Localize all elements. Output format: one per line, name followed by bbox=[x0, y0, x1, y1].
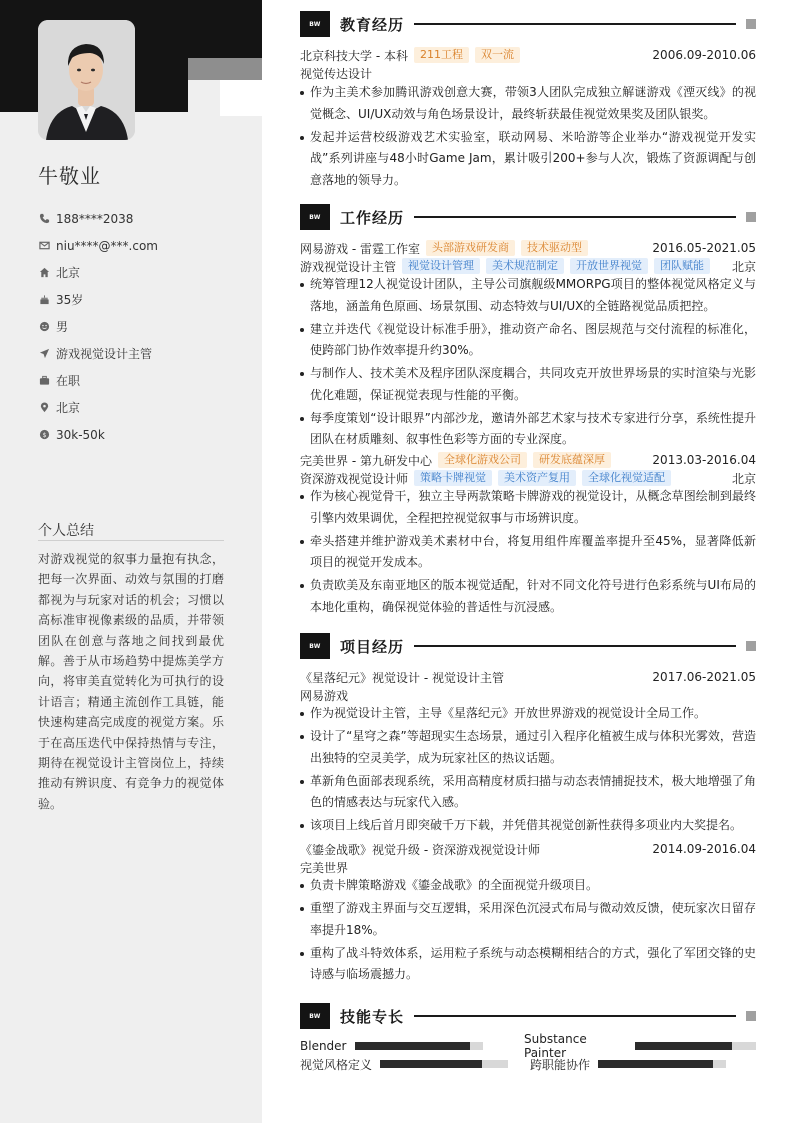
education-school: 北京科技大学 - 本科 bbox=[300, 48, 408, 63]
job-company-tag: 全球化游戏公司 bbox=[438, 452, 527, 468]
project-row bbox=[300, 668, 756, 686]
info-status-text: 在职 bbox=[56, 374, 81, 388]
send-icon bbox=[38, 348, 50, 360]
smile-icon bbox=[38, 321, 50, 333]
skill-bar-fill bbox=[380, 1060, 482, 1068]
skill-name: 跨职能协作 bbox=[530, 1057, 591, 1072]
section-rule bbox=[414, 216, 736, 218]
info-phone bbox=[38, 205, 238, 232]
project-date: 2014.09-2016.04 bbox=[652, 842, 756, 856]
job-company-tag: 技术驱动型 bbox=[521, 240, 588, 256]
list-item: 每季度策划“设计眼界”内部沙龙，邀请外部艺术家与技术专家进行分享，系统性提升团队在材质雕刻、叙事性色彩等方面的专业深度。 bbox=[300, 408, 756, 451]
list-item: 发起并运营校级游戏艺术实验室，联动网易、米哈游等企业举办“游戏视觉开发实战”系列讲座与48小时Game Jam，累计吸引200+参与人次，锻炼了资源调配与创意落地的领导力。 bbox=[300, 127, 756, 192]
job-bullets bbox=[300, 274, 756, 452]
section-badge: BW bbox=[300, 1003, 330, 1029]
section-square bbox=[746, 212, 756, 222]
skill-bar bbox=[380, 1060, 508, 1068]
project-bullets bbox=[300, 703, 756, 838]
skill-name: 视觉风格定义 bbox=[300, 1057, 373, 1072]
section-rule bbox=[414, 645, 736, 647]
info-age-text: 35岁 bbox=[56, 293, 84, 307]
list-item: 统筹管理12人视觉设计团队，主导公司旗舰级MMORPG项目的整体视觉风格定义与落地，涵盖角色原画、场景氛围、动态特效与UI/UX的全链路视觉品质把控。 bbox=[300, 274, 756, 317]
info-email-text: niu****@***.com bbox=[56, 238, 158, 253]
skill-name: Substance Painter bbox=[524, 1032, 587, 1060]
job-row bbox=[300, 451, 756, 469]
home-icon bbox=[38, 267, 50, 279]
section-badge: BW bbox=[300, 633, 330, 659]
skill-bar bbox=[635, 1042, 756, 1050]
info-gender-text: 男 bbox=[56, 320, 69, 334]
info-home bbox=[38, 259, 238, 286]
section-square bbox=[746, 1011, 756, 1021]
education-major: 视觉传达设计 bbox=[300, 67, 373, 81]
section-badge: BW bbox=[300, 204, 330, 230]
job-role-tag: 团队赋能 bbox=[654, 258, 710, 274]
job-bullets bbox=[300, 486, 756, 620]
section-header-projects bbox=[300, 633, 756, 659]
sidebar bbox=[0, 0, 262, 1123]
education-bullets bbox=[300, 82, 756, 193]
list-item: 作为核心视觉骨干，独立主导两款策略卡牌游戏的视觉设计，从概念草图绘制到最终引擎内效果调优，全程把控视觉叙事与市场辨识度。 bbox=[300, 486, 756, 529]
section-square bbox=[746, 19, 756, 29]
skill-item bbox=[300, 1038, 483, 1054]
project-bullets bbox=[300, 875, 756, 987]
list-item: 该项目上线后首月即突破千万下载，并凭借其视觉创新性获得多项业内大奖提名。 bbox=[300, 815, 756, 837]
job-company: 网易游戏 - 雷霆工作室 bbox=[300, 241, 420, 256]
skill-name: Blender bbox=[300, 1039, 347, 1053]
info-status bbox=[38, 367, 238, 394]
location-pin-icon bbox=[38, 402, 50, 414]
section-title-skills: 技能专长 bbox=[340, 1007, 405, 1026]
project-date: 2017.06-2021.05 bbox=[652, 670, 756, 684]
avatar bbox=[38, 20, 135, 140]
skill-item bbox=[300, 1056, 508, 1072]
info-home-text: 北京 bbox=[56, 266, 81, 280]
section-rule bbox=[414, 1015, 736, 1017]
list-item: 革新角色面部表现系统，采用高精度材质扫描与动态表情捕捉技术，极大地增强了角色的情感表达与玩家代入感。 bbox=[300, 771, 756, 814]
info-location-text: 北京 bbox=[56, 401, 81, 415]
info-email bbox=[38, 232, 238, 259]
summary-title: 个人总结 bbox=[38, 523, 94, 539]
list-item: 负责卡牌策略游戏《鎏金战歌》的全面视觉升级项目。 bbox=[300, 875, 756, 897]
job-role: 游戏视觉设计主管 bbox=[300, 259, 397, 274]
job-company: 完美世界 - 第九研发中心 bbox=[300, 453, 432, 468]
info-salary bbox=[38, 421, 238, 448]
skill-bar bbox=[598, 1060, 726, 1068]
job-date: 2013.03-2016.04 bbox=[652, 453, 756, 467]
section-header-education bbox=[300, 11, 756, 37]
sidebar-accent-gray bbox=[188, 58, 262, 80]
skill-bar bbox=[355, 1042, 483, 1050]
list-item: 重构了战斗特效体系，运用粒子系统与动态模糊相结合的方式，强化了军团交锋的史诗感与临场震撼力。 bbox=[300, 943, 756, 986]
education-row bbox=[300, 46, 756, 64]
phone-icon bbox=[38, 213, 50, 225]
profile-name: 牛敬业 bbox=[38, 164, 101, 188]
info-position bbox=[38, 340, 238, 367]
job-company-tag: 研发底蕴深厚 bbox=[533, 452, 611, 468]
money-icon bbox=[38, 429, 50, 441]
job-role-tag: 策略卡牌视觉 bbox=[414, 470, 492, 486]
info-phone-text: 188****2038 bbox=[56, 211, 134, 226]
section-title-work: 工作经历 bbox=[340, 208, 405, 227]
summary-text: 对游戏视觉的叙事力量抱有执念，把每一次界面、动效与氛围的打磨都视为与玩家对话的机会；习惯以高标准审视像素级的品质，并带领团队在创意与落地之间找到最优解。善于从市场趋势中提炼美学方向，将审美直觉转化为可执行的设计语言；精通主流创作工具链，能快速构建高完成度的视觉方案。乐于在高压迭代中保持热情与专注，期待在视觉设计主管岗位上，持续推动有辨识度、有竞争力的视觉体验。 bbox=[38, 552, 224, 811]
skill-item bbox=[524, 1032, 756, 1060]
list-item: 作为视觉设计主管，主导《星落纪元》开放世界游戏的视觉设计全局工作。 bbox=[300, 703, 756, 725]
project-name: 《星落纪元》视觉设计 - 视觉设计主管 bbox=[300, 670, 504, 685]
project-name: 《鎏金战歌》视觉升级 - 资深游戏视觉设计师 bbox=[300, 842, 540, 857]
job-role-tag: 全球化视觉适配 bbox=[582, 470, 671, 486]
cake-icon bbox=[38, 294, 50, 306]
sidebar-accent-white bbox=[220, 80, 262, 116]
job-role: 资深游戏视觉设计师 bbox=[300, 471, 409, 486]
list-item: 建立并迭代《视觉设计标准手册》，推动资产命名、图层规范与交付流程的标准化，使跨部门协作效率提升约30%。 bbox=[300, 319, 756, 362]
list-item: 设计了“星穹之森”等超现实生态场景，通过引入程序化植被生成与体积光雾效，营造出独特的空灵美学，成为玩家社区的热议话题。 bbox=[300, 726, 756, 769]
project-row bbox=[300, 840, 756, 858]
info-location bbox=[38, 394, 238, 421]
job-city: 北京 bbox=[731, 259, 756, 274]
education-tag: 211工程 bbox=[414, 47, 469, 63]
education-date: 2006.09-2010.06 bbox=[652, 48, 756, 62]
info-gender bbox=[38, 313, 238, 340]
mail-icon bbox=[38, 240, 50, 252]
briefcase-icon bbox=[38, 375, 50, 387]
job-city: 北京 bbox=[731, 471, 756, 486]
list-item: 牵头搭建并维护游戏美术素材中台，将复用组件库覆盖率提升至45%，显著降低新项目的视觉开发成本。 bbox=[300, 531, 756, 574]
job-role-tag: 美术资产复用 bbox=[498, 470, 576, 486]
skill-item bbox=[530, 1056, 726, 1072]
education-tag: 双一流 bbox=[475, 47, 520, 63]
project-org: 完美世界 bbox=[300, 861, 349, 875]
job-role-row bbox=[300, 257, 756, 275]
section-header-work bbox=[300, 204, 756, 230]
job-date: 2016.05-2021.05 bbox=[652, 241, 756, 255]
section-title-projects: 项目经历 bbox=[340, 637, 405, 656]
job-role-tag: 美术规范制定 bbox=[486, 258, 564, 274]
info-salary-text: 30k-50k bbox=[56, 427, 105, 442]
list-item: 负责欧美及东南亚地区的版本视觉适配，针对不同文化符号进行色彩系统与UI布局的本地化重构，确保视觉体验的普适性与沉浸感。 bbox=[300, 575, 756, 618]
skill-bar-fill bbox=[355, 1042, 470, 1050]
section-header-skills bbox=[300, 1003, 756, 1029]
skill-bar-fill bbox=[635, 1042, 732, 1050]
info-age bbox=[38, 286, 238, 313]
section-rule bbox=[414, 23, 736, 25]
job-company-tag: 头部游戏研发商 bbox=[426, 240, 515, 256]
list-item: 与制作人、技术美术及程序团队深度耦合，共同攻克开放世界场景的实时渲染与光影优化难题，保证视觉表现与性能的平衡。 bbox=[300, 363, 756, 406]
svg-text:$: $ bbox=[41, 430, 47, 439]
info-position-text: 游戏视觉设计主管 bbox=[56, 347, 153, 361]
job-role-tag: 视觉设计管理 bbox=[402, 258, 480, 274]
summary-divider bbox=[38, 540, 224, 541]
job-role-row bbox=[300, 469, 756, 487]
job-row bbox=[300, 239, 756, 257]
list-item: 作为主美术参加腾讯游戏创意大赛，带领3人团队完成独立解谜游戏《湮灭线》的视觉概念、UI/UX动效与角色场景设计，最终斩获最佳视觉效果奖及团队银奖。 bbox=[300, 82, 756, 125]
section-square bbox=[746, 641, 756, 651]
skill-bar-fill bbox=[598, 1060, 713, 1068]
section-title-education: 教育经历 bbox=[340, 15, 405, 34]
list-item: 重塑了游戏主界面与交互逻辑，采用深色沉浸式布局与微动效反馈，使玩家次日留存率提升18%。 bbox=[300, 898, 756, 941]
project-org: 网易游戏 bbox=[300, 689, 349, 703]
job-role-tag: 开放世界视觉 bbox=[570, 258, 648, 274]
section-badge: BW bbox=[300, 11, 330, 37]
contact-info-list bbox=[38, 205, 238, 448]
